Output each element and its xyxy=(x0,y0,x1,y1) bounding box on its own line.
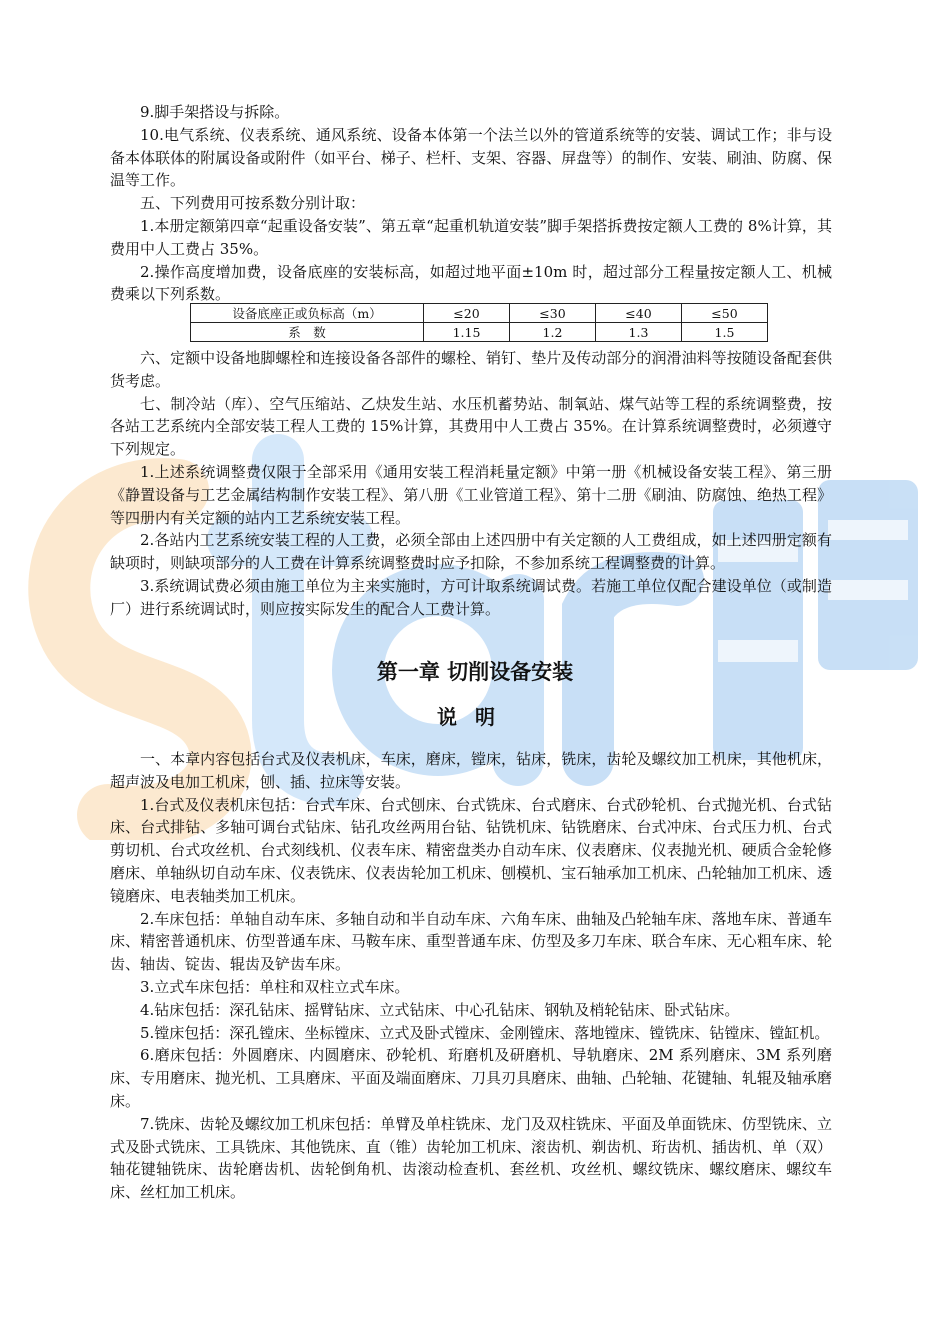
table-cell: ≤30 xyxy=(510,304,596,323)
table-row xyxy=(191,304,768,323)
section-top xyxy=(110,101,832,306)
section-subtitle: 说明 xyxy=(437,705,513,729)
paragraph: 7.铣床、齿轮及螺纹加工机床包括：单臂及单柱铣床、龙门及双柱铣床、平面及单面铣床、仿型铣床、立式及卧式铣床、工具铣床、其他铣床、直（锥）齿轮加工机床、滚齿机、剃齿机、珩齿机、插齿机、单（双）轴花键轴铣床、齿轮磨齿机、齿轮倒角机、齿滚动检查机、套丝机、攻丝机、螺纹铣床、螺纹磨床、螺纹车床、丝杠加工机床。 xyxy=(110,1114,832,1202)
paragraph: 2.操作高度增加费，设备底座的安装标高，如超过地平面±10m 时，超过部分工程量按定额人工、机械费乘以下列系数。 xyxy=(110,262,832,304)
paragraph: 3.系统调试费必须由施工单位为主来实施时，方可计取系统调试费。若施工单位仅配合建设单位（或制造厂）进行系统调试时，则应按实际发生的配合人工费计算。 xyxy=(110,576,832,618)
table-row xyxy=(191,323,768,342)
paragraph: 六、定额中设备地脚螺栓和连接设备各部件的螺栓、销钉、垫片及传动部分的润滑油料等按随设备配套供货考虑。 xyxy=(110,349,832,390)
table-cell: ≤20 xyxy=(424,304,510,323)
table-cell: 1.2 xyxy=(510,323,596,342)
paragraph: 6.磨床包括：外圆磨床、内圆磨床、砂轮机、珩磨机及研磨机、导轨磨床、2M 系列磨床、3M 系列磨床、专用磨床、抛光机、工具磨床、平面及端面磨床、刀具刃具磨床、曲轴、凸轮轴、花键轴、轧辊及轴承磨床。 xyxy=(110,1046,832,1110)
paragraph: 一、本章内容包括台式及仪表机床，车床，磨床，镗床，钻床，铣床，齿轮及螺纹加工机床，其他机床，超声波及电加工机床，刨、插、拉床等安装。 xyxy=(110,750,832,791)
paragraph: 1.上述系统调整费仅限于全部采用《通用安装工程消耗量定额》中第一册《机械设备安装工程》、第三册《静置设备与工艺金属结构制作安装工程》、第八册《工业管道工程》、第十二册《刷油、防腐蚀、绝热工程》等四册内有关定额的站内工艺系统安装工程。 xyxy=(110,462,832,527)
paragraph: 1.本册定额第四章“起重设备安装”、第五章“起重机轨道安装”脚手架搭拆费按定额人工费的 8%计算，其费用中人工费占 35%。 xyxy=(110,216,832,258)
coefficient-table xyxy=(190,303,768,342)
table-cell: 1.15 xyxy=(424,323,510,342)
paragraph: 2.车床包括：单轴自动车床、多轴自动和半自动车床、六角车床、曲轴及凸轮轴车床、落地车床、普通车床、精密普通机床、仿型普通车床、马鞍车床、重型普通车床、仿型及多刀车床、联合车床、无心粗车床、轮齿、轴齿、锭齿、辊齿及铲齿车床。 xyxy=(110,909,832,974)
watermark-cheng-shape xyxy=(818,480,918,670)
chapter-title: 第一章 切削设备安装 xyxy=(376,660,574,684)
table-header-label: 设备底座正或负标高（m） xyxy=(191,304,424,323)
paragraph: 1.台式及仪表机床包括：台式车床、台式刨床、台式铣床、台式磨床、台式砂轮机、台式抛光机、台式钻床、台式排钻、多轴可调台式钻床、钻孔攻丝两用台钻、钻铣机床、钻铣磨床、台式冲床、台式压力机、台式剪切机、台式攻丝机、台式刻线机、仪表车床、精密盘类办自动车床、仪表磨床、仪表抛光机、硬质合金轮修磨床、单轴纵切自动车床、仪表铣床、仪表齿轮加工机床、刨模机、宝石轴承加工机床、凸轮轴加工机床、透镜磨床、电表轴类加工机床。 xyxy=(110,795,832,905)
paragraph: 2.各站内工艺系统安装工程的人工费，必须全部由上述四册中有关定额的人工费组成，如上述四册定额有缺项时，则缺项部分的人工费在计算系统调整费时应予扣除，不参加系统工程调整费的计算。 xyxy=(110,531,832,573)
table-cell: ≤50 xyxy=(682,304,768,323)
paragraph: 5.镗床包括：深孔镗床、坐标镗床、立式及卧式镗床、金刚镗床、落地镗床、镗铣床、钻镗床、镗缸机。 xyxy=(140,1023,830,1042)
table-row-label: 系 数 xyxy=(191,323,424,342)
paragraph: 五、下列费用可按系数分别计取： xyxy=(140,194,366,213)
table-cell: ≤40 xyxy=(596,304,682,323)
paragraph: 9.脚手架搭设与拆除。 xyxy=(140,103,290,121)
paragraph: 4.钻床包括：深孔钻床、摇臂钻床、立式钻床、中心孔钻床、钢轨及梢轮钻床、卧式钻床。 xyxy=(140,1000,740,1019)
paragraph: 3.立式车床包括：单柱和双柱立式车床。 xyxy=(140,977,410,996)
table-cell: 1.3 xyxy=(596,323,682,342)
section-middle xyxy=(110,347,832,621)
table-cell: 1.5 xyxy=(682,323,768,342)
paragraph: 10.电气系统、仪表系统、通风系统、设备本体第一个法兰以外的管道系统等的安装、调试工作；非与设备本体联体的附属设备或附件（如平台、梯子、栏杆、支架、容器、屏盘等）的制作、安装、刷油、防腐、保温等工作。 xyxy=(110,125,832,190)
paragraph: 七、制冷站（库）、空气压缩站、乙炔发生站、水压机蓄势站、制氧站、煤气站等工程的系统调整费，按各站工艺系统内全部安装工程人工费的 15%计算，其费用中人工费占 35%。在计算系统调整费时，必须遵守下列规定。 xyxy=(110,394,832,459)
coefficient-table-wrap xyxy=(190,303,768,342)
section-chapter xyxy=(110,748,832,1204)
